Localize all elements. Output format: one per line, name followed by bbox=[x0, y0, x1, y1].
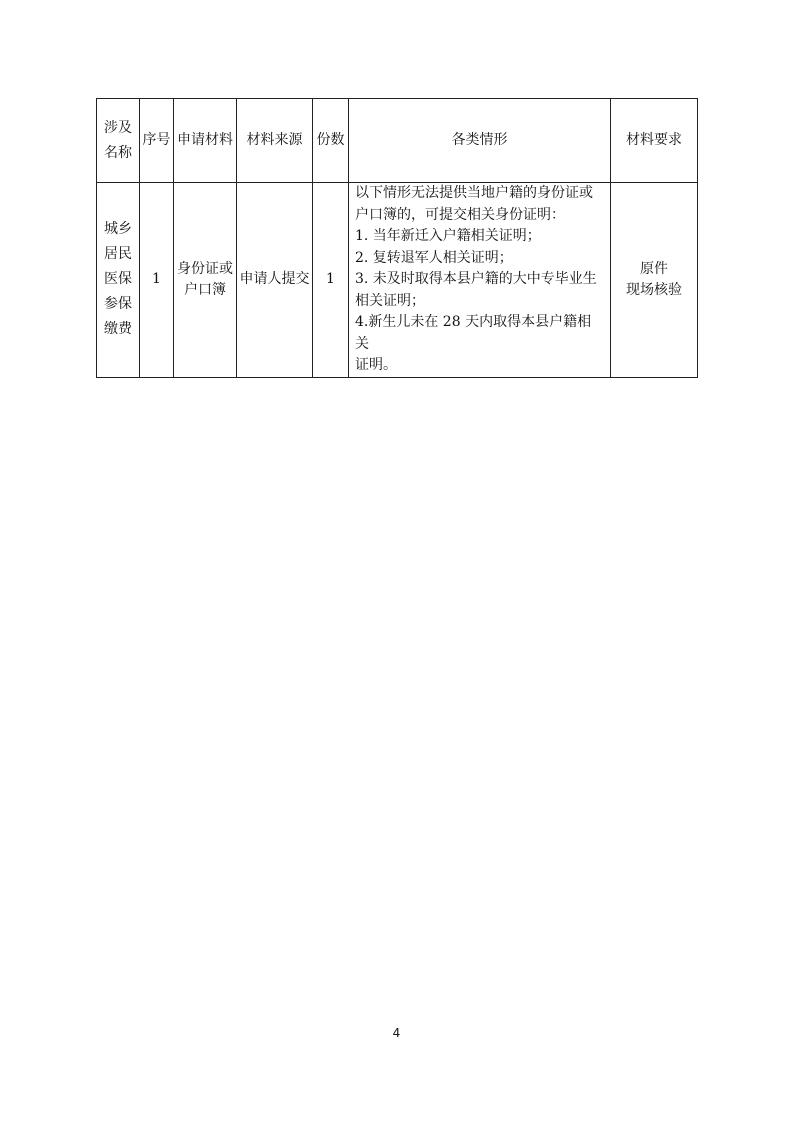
header-index: 序号 bbox=[140, 99, 174, 183]
scenario-line: 户口簿的，可提交相关身份证明： bbox=[355, 206, 565, 223]
cell-scope: 城乡居民医保参保缴费 bbox=[97, 183, 140, 378]
cell-requirement bbox=[611, 183, 698, 378]
header-row bbox=[97, 99, 698, 183]
cell-copies: 1 bbox=[313, 183, 349, 378]
materials-table bbox=[96, 98, 698, 378]
scenario-line: 2. 复转退军人相关证明； bbox=[355, 249, 513, 266]
cell-index: 1 bbox=[140, 183, 174, 378]
scenario-line: 相关证明； bbox=[355, 292, 425, 309]
header-scenarios: 各类情形 bbox=[349, 99, 611, 183]
scenario-line: 以下情形无法提供当地户籍的身份证或 bbox=[355, 185, 593, 201]
scenario-line: 1. 当年新迁入户籍相关证明； bbox=[355, 228, 541, 244]
scenario-line: 4.新生儿未在 28 天内取得本县户籍相关 bbox=[355, 314, 592, 352]
header-material: 申请材料 bbox=[174, 99, 237, 183]
requirement-line-2: 现场核验 bbox=[626, 281, 682, 298]
cell-material: 身份证或户口簿 bbox=[174, 183, 237, 378]
requirement-line-1: 原件 bbox=[640, 260, 668, 277]
cell-scenarios bbox=[349, 183, 611, 378]
scenario-line: 证明。 bbox=[355, 357, 397, 373]
page-number: 4 bbox=[392, 1026, 401, 1040]
scenario-line: 3. 未及时取得本县户籍的大中专毕业生 bbox=[355, 271, 597, 287]
header-source: 材料来源 bbox=[237, 99, 313, 183]
cell-source: 申请人提交 bbox=[237, 183, 313, 378]
header-copies: 份数 bbox=[313, 99, 349, 183]
header-requirement: 材料要求 bbox=[611, 99, 698, 183]
table-row bbox=[97, 183, 698, 378]
header-scope: 涉及名称 bbox=[97, 99, 140, 183]
